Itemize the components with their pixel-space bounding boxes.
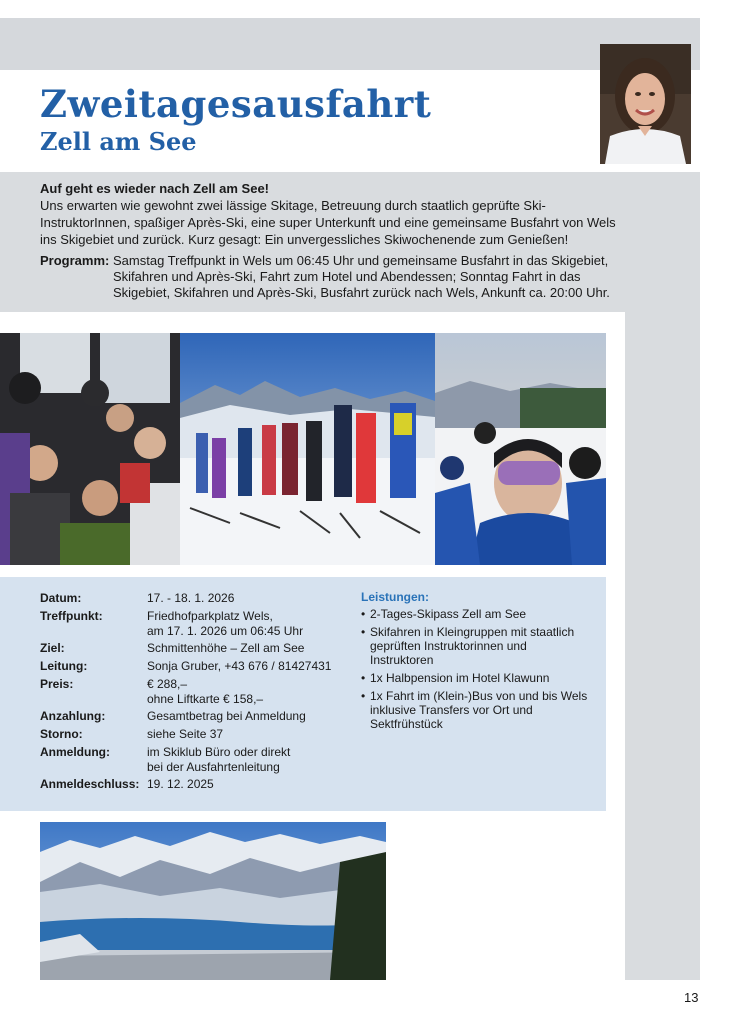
page-number: 13 (684, 990, 699, 1005)
photo-collage (0, 333, 606, 565)
gondola-selfie-photo (0, 333, 180, 565)
page-subtitle: Zell am See (40, 127, 197, 156)
detail-value: Schmittenhöhe – Zell am See (147, 641, 305, 655)
detail-value: 17. - 18. 1. 2026 (147, 591, 235, 605)
intro-text (40, 180, 630, 248)
detail-value: Friedhofparkplatz Wels, am 17. 1. 2026 um 06:45 Uhr (147, 609, 304, 638)
detail-key: Storno: (40, 727, 83, 741)
list-item: • Skifahren in Kleingruppen mit staatlich geprüften Instruktorinnen und Instruktoren (361, 625, 575, 667)
group-on-slope-photo (180, 333, 435, 565)
leistungen-list (361, 607, 591, 735)
detail-key: Leitung: (40, 659, 88, 673)
detail-value: € 288,– ohne Liftkarte € 158,– (147, 677, 264, 706)
right-gray-strip (625, 312, 700, 980)
goggles-selfie-photo (435, 333, 606, 565)
detail-key: Anmeldeschluss: (40, 777, 140, 791)
programm-label: Programm: (40, 253, 110, 268)
lake-panorama-photo (40, 822, 386, 980)
list-item: • 2-Tages-Skipass Zell am See (361, 607, 527, 621)
top-gray-band (0, 18, 700, 70)
detail-value: im Skiklub Büro oder direkt bei der Ausfahrtenleitung (147, 745, 291, 774)
detail-key: Anzahlung: (40, 709, 106, 723)
detail-key: Datum: (40, 591, 82, 605)
detail-value: 19. 12. 2025 (147, 777, 214, 791)
detail-value: Sonja Gruber, +43 676 / 81427431 (147, 659, 332, 673)
programm-text: Samstag Treffpunkt in Wels um 06:45 Uhr und gemeinsame Busfahrt in das Skigebiet, Skifahren und Après-Ski, Fahrt zum Hotel und Abendessen; Sonntag Fahrt in das Skigebiet, Skifahren und Après-Ski, Busfahrt zurück nach Wels, Ankunft ca. 20:00 Uhr. (113, 253, 610, 300)
intro-body: Uns erwarten wie gewohnt zwei lässige Skitage, Betreuung durch staatlich geprüfte Ski-InstruktorInnen, spaßiger Après-Ski, eine super Unterkunft und eine gemeinsame Busfahrt von Wels ins Skigebiet und zurück. Kurz gesagt: Ein unvergessliches Skiwochenende zum Genießen! (40, 198, 616, 247)
list-item: • 1x Halbpension im Hotel Klawunn (361, 671, 550, 685)
programm-block (40, 253, 630, 301)
detail-key: Treffpunkt: (40, 609, 103, 623)
page-title: Zweitagesausfahrt (40, 82, 432, 126)
detail-key: Preis: (40, 677, 74, 691)
portrait-photo (600, 44, 691, 164)
list-item: • 1x Fahrt im (Klein-)Bus von und bis Wels inklusive Transfers vor Ort und Sektfrühstück (361, 689, 588, 731)
detail-value: Gesamtbetrag bei Anmeldung (147, 709, 306, 723)
detail-key: Ziel: (40, 641, 65, 655)
intro-headline: Auf geht es wieder nach Zell am See! (40, 181, 270, 196)
detail-value: siehe Seite 37 (147, 727, 224, 741)
detail-key: Anmeldung: (40, 745, 110, 759)
leistungen-heading: Leistungen: (361, 590, 429, 604)
